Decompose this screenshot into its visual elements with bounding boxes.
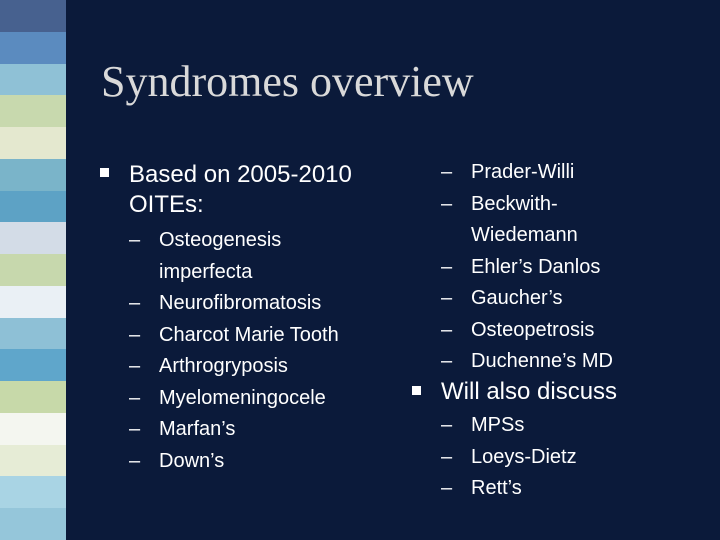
- left-sub-list: [129, 225, 339, 477]
- stripe: [0, 32, 66, 64]
- stripe: [0, 64, 66, 96]
- list-item: [129, 288, 339, 320]
- list-item: [441, 189, 613, 252]
- list-item: [129, 414, 339, 446]
- stripe: [0, 222, 66, 254]
- stripe: [0, 445, 66, 477]
- item-line: Osteogenesis: [159, 229, 282, 251]
- left-heading-line1: Based on 2005-2010: [129, 161, 352, 188]
- item-line: Neurofibromatosis: [159, 292, 322, 314]
- stripe: [0, 286, 66, 318]
- stripe: [0, 476, 66, 508]
- square-bullet-icon: [412, 386, 421, 395]
- item-line: Osteopetrosis: [471, 318, 595, 341]
- item-line: Loeys-Dietz: [471, 445, 577, 468]
- square-bullet-icon: [100, 168, 109, 177]
- stripe: [0, 349, 66, 381]
- item-line: Ehler’s Danlos: [471, 255, 601, 278]
- left-heading-line2: OITEs:: [129, 191, 204, 218]
- stripe: [0, 508, 66, 540]
- dash: –: [441, 414, 453, 436]
- dash: –: [129, 323, 141, 346]
- item-line: Gaucher’s: [471, 287, 563, 309]
- list-item: [129, 383, 339, 415]
- dash: –: [441, 350, 453, 372]
- list-item: [441, 283, 613, 315]
- left-heading: [129, 160, 352, 220]
- stripe: [0, 191, 66, 223]
- stripe: [0, 127, 66, 159]
- item-line: Marfan’s: [159, 418, 236, 440]
- list-item: [441, 346, 613, 378]
- item-line: Prader-Willi: [471, 161, 575, 183]
- list-item: [441, 410, 577, 442]
- stripe: [0, 381, 66, 413]
- dash: –: [129, 386, 141, 409]
- dash: –: [129, 292, 141, 314]
- item-line: Arthrogryposis: [159, 355, 288, 377]
- right-sub-list-top: [441, 157, 613, 378]
- item-line: Rett’s: [471, 477, 522, 499]
- dash: –: [129, 229, 141, 251]
- dash: –: [129, 449, 141, 472]
- dash: –: [441, 318, 453, 341]
- dash: –: [129, 355, 141, 377]
- stripe: [0, 159, 66, 191]
- list-item: [441, 442, 577, 474]
- dash: –: [441, 287, 453, 309]
- list-item: [129, 320, 339, 352]
- stripe: [0, 318, 66, 350]
- list-item: [129, 351, 339, 383]
- list-item: [129, 446, 339, 478]
- item-line: Wiedemann: [471, 224, 578, 246]
- dash: –: [129, 418, 141, 440]
- right-sub-list-bottom: [441, 410, 577, 505]
- dash: –: [441, 161, 453, 183]
- list-item: [129, 225, 339, 288]
- dash: –: [441, 255, 453, 278]
- item-line: Duchenne’s MD: [471, 350, 613, 372]
- list-item: [441, 157, 613, 189]
- decorative-stripe-bar: [0, 0, 66, 540]
- item-line: Charcot Marie Tooth: [159, 323, 339, 346]
- stripe: [0, 95, 66, 127]
- dash: –: [441, 477, 453, 499]
- dash: –: [441, 445, 453, 468]
- item-line: Myelomeningocele: [159, 386, 326, 409]
- list-item: [441, 315, 613, 347]
- dash: –: [441, 192, 453, 215]
- list-item: [441, 252, 613, 284]
- item-line: Beckwith-: [471, 192, 558, 215]
- item-line: Down’s: [159, 449, 225, 472]
- stripe: [0, 413, 66, 445]
- item-line: MPSs: [471, 414, 525, 436]
- item-line: imperfecta: [159, 260, 253, 283]
- slide-title: Syndromes overview: [101, 57, 474, 106]
- stripe: [0, 254, 66, 286]
- stripe: [0, 0, 66, 32]
- list-item: [441, 473, 577, 505]
- right-heading: Will also discuss: [441, 378, 618, 405]
